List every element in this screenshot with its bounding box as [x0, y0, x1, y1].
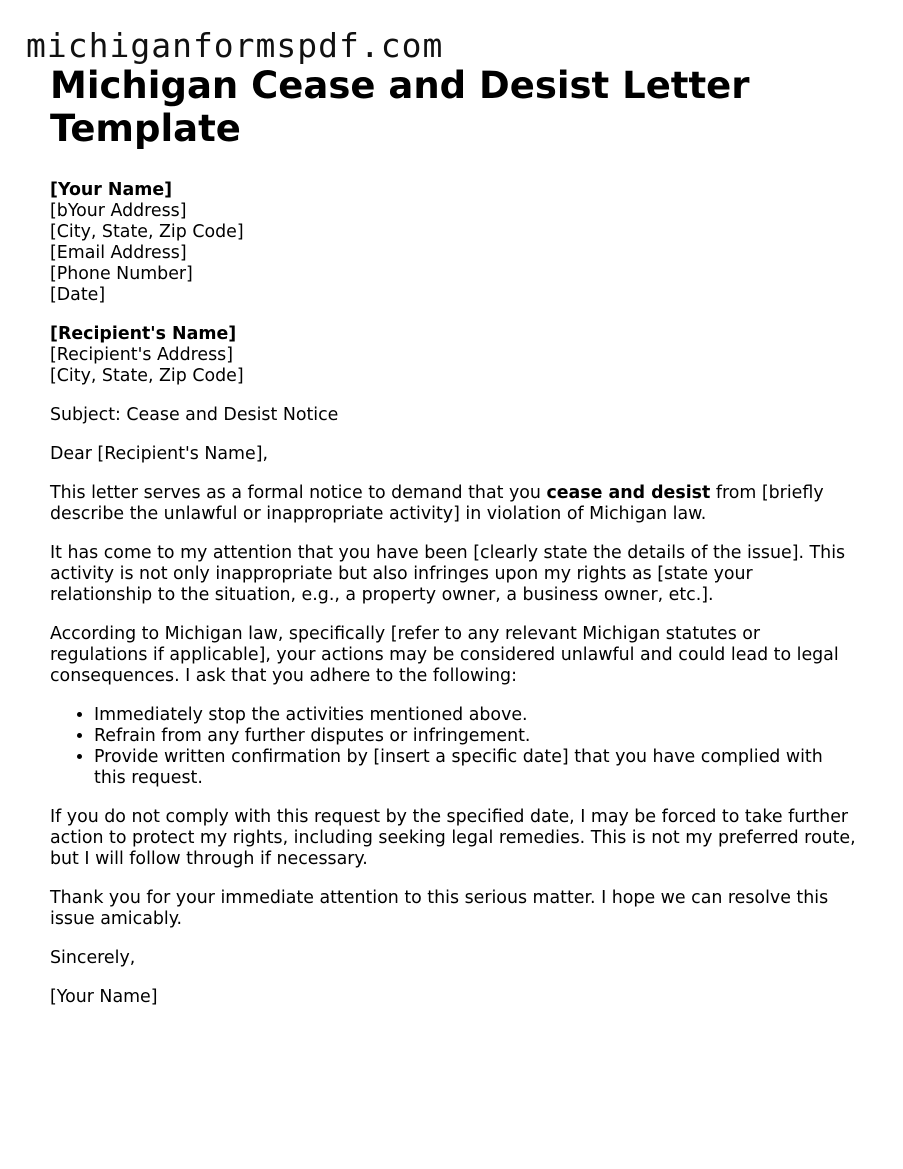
letter-date: [Date] [50, 285, 106, 305]
page-title: Michigan Cease and Desist Letter Template [50, 64, 750, 150]
sender-name: [Your Name] [50, 180, 173, 200]
letter-page [50, 64, 860, 1026]
subject-line: Subject: Cease and Desist Notice [50, 405, 339, 425]
paragraph-consequences: If you do not comply with this request by the specified date, I may be forced to take further action to protect my rights, including seeking legal remedies. This is not my preferred route, but I will follow through if necessary. [50, 807, 856, 869]
sender-city-state-zip: [City, State, Zip Code] [50, 222, 244, 242]
paragraph-notice-before: This letter serves as a formal notice to demand that you [50, 483, 547, 503]
sender-address: [bYour Address] [50, 201, 187, 221]
paragraph-notice-emphasis: cease and desist [546, 483, 711, 503]
site-watermark: michiganformspdf.com [26, 26, 444, 65]
recipient-address: [Recipient's Address] [50, 345, 233, 365]
list-item: • Refrain from any further disputes or infringement. [94, 726, 860, 747]
letter-body [50, 180, 860, 1008]
salutation: Dear [Recipient's Name], [50, 444, 269, 464]
list-item: • Immediately stop the activities mentioned above. [94, 705, 860, 726]
paragraph-issue: It has come to my attention that you have been [clearly state the details of the issue]. This activity is not only inappropriate but also infringes upon my rights as [state your relationship to the situation, e.g., a property owner, a business owner, etc.]. [50, 543, 846, 605]
signature: [Your Name] [50, 987, 158, 1007]
paragraph-law: According to Michigan law, specifically [refer to any relevant Michigan statutes or regulations if applicable], your actions may be considered unlawful and could lead to legal consequences. I ask that you adhere to the following: [50, 624, 839, 686]
sender-block [50, 180, 860, 306]
recipient-city-state-zip: [City, State, Zip Code] [50, 366, 244, 386]
request-list [50, 705, 860, 789]
paragraph-thanks: Thank you for your immediate attention to this serious matter. I hope we can resolve this issue amicably. [50, 888, 829, 929]
sender-email: [Email Address] [50, 243, 187, 263]
sender-phone: [Phone Number] [50, 264, 193, 284]
recipient-block [50, 324, 860, 387]
list-item: • Provide written confirmation by [insert a specific date] that you have complied with this request. [94, 747, 860, 789]
paragraph-notice [50, 483, 860, 525]
recipient-name: [Recipient's Name] [50, 324, 237, 344]
paragraph-notice-after: from [briefly describe the unlawful or inappropriate activity] in violation of Michigan law. [50, 483, 824, 524]
closing: Sincerely, [50, 948, 136, 968]
